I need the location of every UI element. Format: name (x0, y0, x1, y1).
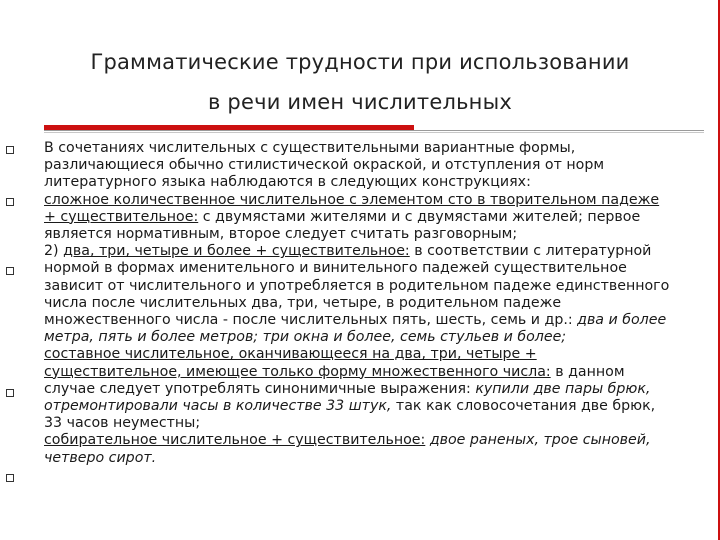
hollow-square-bullet-icon (6, 474, 14, 482)
construction-heading: составное числительное, оканчивающееся на два, три, четыре + существительное, имеющее только форму множественного числа: (44, 346, 551, 380)
slide-title-line-2: в речи имен числительных (207, 90, 512, 114)
example-text: купили две пары брюк, отремонтировали часы в количестве 33 штук, (44, 380, 651, 415)
title-accent-bar (44, 125, 414, 130)
hollow-square-bullet-icon (6, 389, 14, 397)
slide-title-line-1: Грамматические трудности при использовании (90, 50, 630, 74)
paragraph-lead: 2) (44, 243, 64, 260)
hollow-square-bullet-icon (6, 267, 14, 275)
paragraph-collective (44, 432, 672, 466)
hollow-square-bullet-icon (6, 146, 14, 154)
hollow-square-bullet-icon (6, 198, 14, 206)
example-text: два и более метра, пять и более метров; три окна и более, семь стульев и более; (44, 312, 667, 346)
paragraph-compound (44, 346, 672, 432)
title-divider (44, 130, 704, 131)
paragraph-intro (44, 140, 672, 192)
slide-body (44, 140, 672, 467)
paragraph-text: так как словосочетания две брюк, 33 часов неуместны; (44, 398, 656, 432)
example-text: двое раненых, трое сыновей, четверо сирот. (44, 432, 651, 466)
paragraph-text: с двумястами жителями и с двумястами жителей; первое является нормативным, второе следует считать разговорным; (44, 208, 641, 243)
construction-heading: собирательное числительное + существительное: (44, 432, 426, 449)
paragraph-two-three-four (44, 243, 672, 346)
construction-heading: два, три, четыре и более + существительное: (63, 243, 410, 260)
paragraph-hundreds (44, 192, 672, 244)
paragraph-text: в данном случае следует употреблять синонимичные выражения: (44, 363, 625, 397)
paragraph-intro-text: В сочетаниях числительных с существительными вариантные формы, различающиеся обычно стилистической окраской, и отступления от норм литературного языка наблюдаются в следующих конструкциях: (44, 140, 605, 191)
title-divider-shadow (44, 132, 704, 133)
paragraph-text: в соответствии с литературной нормой в формах именительного и винительного падежей существительное зависит от числительного и употребляется в родительном падеже единственного числа после числительных два, три, четыре, в родительном падеже множественного числа - после числительных пять, шесть, семь и др.: (44, 243, 670, 329)
construction-heading: сложное количественное числительное с элементом сто в творительном падеже + существительное: (44, 191, 660, 225)
